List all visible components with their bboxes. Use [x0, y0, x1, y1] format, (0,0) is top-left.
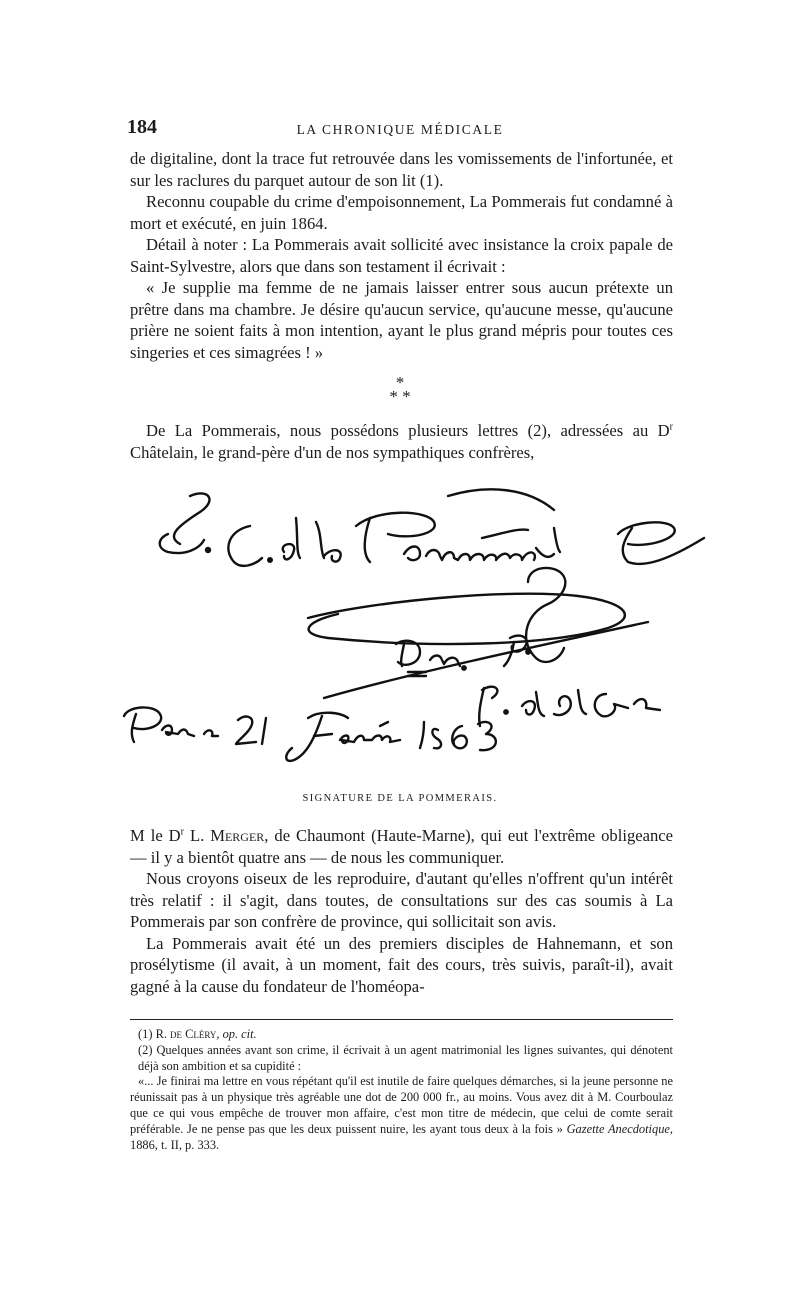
superscript: r	[669, 421, 673, 433]
asterism-separator	[0, 373, 800, 406]
paragraph-text: De La Pommerais, nous possédons plusieurs lettres (2), adressées au D	[146, 421, 670, 440]
text-block-top	[130, 148, 673, 363]
paragraph	[130, 420, 673, 463]
footnote-2-quote	[130, 1074, 673, 1153]
footnote-author: R. de Cléry	[155, 1027, 217, 1041]
running-title: LA CHRONIQUE MÉDICALE	[296, 122, 504, 137]
quote-paragraph: « Je supplie ma femme de ne jamais laisser entrer sous aucun prétexte un prêtre dans ma chambre. Je désire qu'aucun service, qu'aucune messe, qu'aucune prière ne soient faits à mon intention, ayant le plus grand mépris pour toutes ces singeries et ces simagrées ! »	[130, 278, 673, 362]
paragraph: Reconnu coupable du crime d'empoisonnement, La Pommerais fut condamné à mort et exécuté, en juin 1864.	[130, 192, 673, 233]
paragraph: La Pommerais avait été un des premiers disciples de Hahnemann, et son prosélytisme (il avait, à un moment, fait des cours, très suivis, paraît-il), avait gagné à la cause du fondateur de l'homéopa-	[130, 933, 673, 996]
footnote-1	[130, 1027, 673, 1043]
footnote-source: Gazette Anecdotique	[566, 1121, 670, 1136]
footnote-marker: (1)	[138, 1027, 153, 1041]
footnote-rule	[130, 1019, 673, 1020]
footnote-ref: , op. cit.	[216, 1027, 257, 1041]
paragraph: Nous croyons oiseux de les reproduire, d'autant qu'elles n'offrent qu'un intérêt très relatif : il s'agit, dans toutes, de consultations sur des cas soumis à La Pommerais par son confrère de province, qui sollicitait son avis.	[130, 869, 673, 931]
text-block-mid	[130, 420, 673, 463]
footnote-marker: (2)	[138, 1042, 153, 1057]
paragraph-text: , de Chaumont (Haute-Marne), qui eut l'extrême obligeance — il y a bientôt quatre ans — de nous les communiquer.	[130, 826, 673, 867]
footnote-quote-text: «... Je finirai ma lettre en vous répétant qu'il est inutile de faire quelques démarches, si la jeune personne ne réunissait pas à un physique très agréable une dot de 200 000 fr., au moins. Vous avez dit à M. Courboulaz que ce qui vous empêche de trouver mon affaire, c'est mon titre de médecin, que celui de comte serait préférable. Je ne pense pas que les deux puissent nuire, les ayant tous deux à la fois »	[130, 1074, 673, 1136]
page-number: 184	[127, 116, 157, 138]
paragraph	[130, 825, 673, 868]
signature-drawing	[108, 478, 708, 788]
paragraph: Détail à noter : La Pommerais avait sollicité avec insistance la croix papale de Saint-Sylvestre, alors que dans son testament il écrivait :	[130, 235, 673, 276]
footnotes	[130, 1027, 673, 1153]
paragraph-text: M le D	[130, 826, 181, 845]
figure-caption: SIGNATURE DE LA POMMERAIS.	[302, 793, 498, 804]
asterism-bottom: * *	[389, 387, 411, 406]
asterism-top: *	[395, 373, 405, 392]
person-name: L. Merger	[189, 826, 265, 845]
footnote-text: Quelques années avant son crime, il écrivait à un agent matrimonial les lignes suivantes, qui dénotent déjà son ambition et sa cupidité :	[138, 1042, 673, 1073]
superscript: r	[180, 826, 184, 838]
paragraph-text: Châtelain, le grand-père d'un de nos sympathiques confrères,	[130, 442, 535, 462]
footnote-2	[130, 1043, 673, 1075]
page-header	[127, 116, 673, 142]
text-block-bottom	[130, 825, 673, 997]
paragraph: de digitaline, dont la trace fut retrouvée dans les vomissements de l'infortunée, et sur les raclures du parquet autour de son lit (1).	[130, 149, 673, 190]
footnote-tail: , 1886, t. II, p. 333.	[130, 1121, 673, 1152]
handwritten-signature	[108, 478, 708, 788]
